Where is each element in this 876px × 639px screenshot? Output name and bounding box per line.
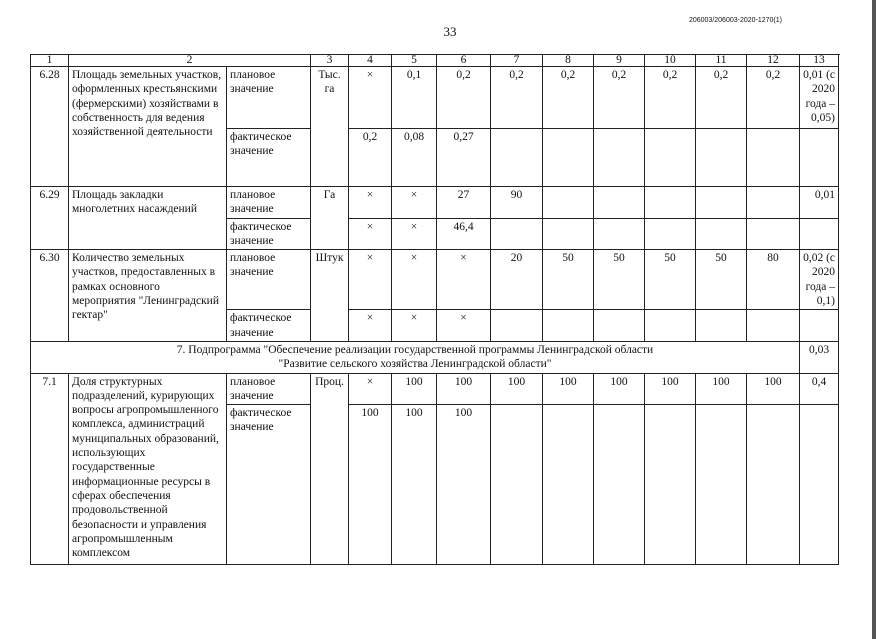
header-cell: 8 — [543, 55, 594, 67]
value-cell: 80 — [747, 250, 800, 310]
value-cell: 46,4 — [437, 218, 491, 250]
value-cell — [645, 310, 696, 342]
header-cell: 2 — [69, 55, 311, 67]
header-cell: 9 — [594, 55, 645, 67]
indicator-name: Площадь земельных участков, оформленных крестьянскими (фермерскими) хозяйствами в собственность для ведения хозяйственной деятельности — [69, 67, 227, 187]
fact-label: фактическое значение — [227, 310, 311, 342]
fact-label: фактическое значение — [227, 129, 311, 187]
value-cell — [645, 187, 696, 219]
table-row — [31, 250, 839, 310]
value-cell: 100 — [491, 373, 543, 405]
value-cell: 50 — [543, 250, 594, 310]
value-cell: 0,2 — [696, 67, 747, 129]
weight-cell-empty — [800, 310, 839, 342]
page-number: 33 — [443, 24, 457, 39]
scan-edge — [872, 0, 876, 639]
value-cell — [747, 187, 800, 219]
value-cell: 0,2 — [645, 67, 696, 129]
value-cell — [645, 129, 696, 187]
value-cell: 100 — [543, 373, 594, 405]
value-cell — [543, 129, 594, 187]
value-cell — [696, 187, 747, 219]
indicator-name: Доля структурных подразделений, курирующих вопросы агропромышленного комплекса, администраций муниципальных образований, использующих государственные информационные ресурсы в сферах обеспечения продовольственной безопасности и управления агропромышленным комплексом — [69, 373, 227, 565]
unit-cell: Штук — [311, 250, 349, 342]
header-cell: 10 — [645, 55, 696, 67]
value-cell: 0,2 — [594, 67, 645, 129]
value-cell — [696, 310, 747, 342]
plan-label: плановое значение — [227, 67, 311, 129]
weight-cell: 0,01 (с 2020 года – 0,05) — [800, 67, 839, 129]
value-cell: 27 — [437, 187, 491, 219]
value-cell — [747, 310, 800, 342]
value-cell: 50 — [696, 250, 747, 310]
table-row — [31, 373, 839, 405]
value-cell: 90 — [491, 187, 543, 219]
header-cell: 5 — [392, 55, 437, 67]
value-cell: 0,2 — [747, 67, 800, 129]
value-cell — [491, 405, 543, 565]
value-cell: × — [437, 310, 491, 342]
table-row — [31, 67, 839, 129]
header-cell: 6 — [437, 55, 491, 67]
value-cell: 50 — [594, 250, 645, 310]
value-cell: × — [349, 310, 392, 342]
indicators-table — [30, 54, 839, 565]
header-cell: 13 — [800, 55, 839, 67]
value-cell — [696, 218, 747, 250]
value-cell: × — [349, 67, 392, 129]
header-cell: 1 — [31, 55, 69, 67]
header-cell: 12 — [747, 55, 800, 67]
value-cell: 100 — [747, 373, 800, 405]
value-cell: 100 — [392, 405, 437, 565]
weight-cell-empty — [800, 129, 839, 187]
value-cell: 0,1 — [392, 67, 437, 129]
value-cell: 0,2 — [543, 67, 594, 129]
value-cell: 0,27 — [437, 129, 491, 187]
value-cell: 100 — [437, 405, 491, 565]
value-cell — [696, 129, 747, 187]
row-number: 7.1 — [31, 373, 69, 565]
value-cell: × — [349, 218, 392, 250]
value-cell: × — [349, 187, 392, 219]
value-cell — [543, 218, 594, 250]
section-row — [31, 341, 839, 373]
value-cell — [594, 129, 645, 187]
value-cell — [747, 218, 800, 250]
value-cell: 50 — [645, 250, 696, 310]
value-cell — [491, 218, 543, 250]
value-cell: 20 — [491, 250, 543, 310]
header-cell: 11 — [696, 55, 747, 67]
header-cell: 3 — [311, 55, 349, 67]
indicator-name: Площадь закладки многолетних насаждений — [69, 187, 227, 250]
value-cell: 0,2 — [437, 67, 491, 129]
value-cell: 100 — [437, 373, 491, 405]
header-cell: 7 — [491, 55, 543, 67]
value-cell: × — [437, 250, 491, 310]
value-cell — [747, 129, 800, 187]
section-weight: 0,03 — [800, 341, 839, 373]
header-cell: 4 — [349, 55, 392, 67]
section-title-line-2: "Развитие сельского хозяйства Ленинградской области" — [278, 358, 552, 371]
value-cell — [543, 310, 594, 342]
value-cell — [594, 187, 645, 219]
unit-cell: Тыс. га — [311, 67, 349, 187]
value-cell — [645, 405, 696, 565]
value-cell: × — [349, 373, 392, 405]
header-row — [31, 55, 839, 67]
weight-cell: 0,02 (с 2020 года – 0,1) — [800, 250, 839, 310]
section-title — [31, 341, 800, 373]
plan-label: плановое значение — [227, 373, 311, 405]
value-cell: × — [392, 310, 437, 342]
value-cell: 100 — [645, 373, 696, 405]
value-cell — [594, 218, 645, 250]
value-cell — [747, 405, 800, 565]
weight-cell-empty — [800, 218, 839, 250]
value-cell: × — [392, 187, 437, 219]
value-cell — [543, 187, 594, 219]
value-cell: × — [392, 218, 437, 250]
table-row — [31, 187, 839, 219]
unit-cell: Проц. — [311, 373, 349, 565]
indicator-name: Количество земельных участков, предоставленных в рамках основного мероприятия "Ленинградский гектар" — [69, 250, 227, 342]
plan-label: плановое значение — [227, 250, 311, 310]
value-cell — [594, 405, 645, 565]
unit-cell: Га — [311, 187, 349, 250]
document-stamp: 206003/206003-2020-1270(1) — [688, 17, 782, 24]
value-cell: 0,08 — [392, 129, 437, 187]
value-cell — [696, 405, 747, 565]
weight-cell: 0,4 — [800, 373, 839, 405]
section-title-line-1: 7. Подпрограмма "Обеспечение реализации государственной программы Ленинградской области — [176, 343, 654, 356]
fact-label: фактическое значение — [227, 218, 311, 250]
value-cell — [543, 405, 594, 565]
value-cell — [594, 310, 645, 342]
row-number: 6.28 — [31, 67, 69, 187]
value-cell: 100 — [392, 373, 437, 405]
value-cell: × — [392, 250, 437, 310]
weight-cell: 0,01 — [800, 187, 839, 219]
row-number: 6.30 — [31, 250, 69, 342]
value-cell: 100 — [594, 373, 645, 405]
value-cell: 100 — [349, 405, 392, 565]
value-cell: 100 — [696, 373, 747, 405]
value-cell: 0,2 — [491, 67, 543, 129]
weight-cell-empty — [800, 405, 839, 565]
row-number: 6.29 — [31, 187, 69, 250]
value-cell — [645, 218, 696, 250]
value-cell — [491, 129, 543, 187]
value-cell: 0,2 — [349, 129, 392, 187]
plan-label: плановое значение — [227, 187, 311, 219]
fact-label: фактическое значение — [227, 405, 311, 565]
value-cell: × — [349, 250, 392, 310]
value-cell — [491, 310, 543, 342]
